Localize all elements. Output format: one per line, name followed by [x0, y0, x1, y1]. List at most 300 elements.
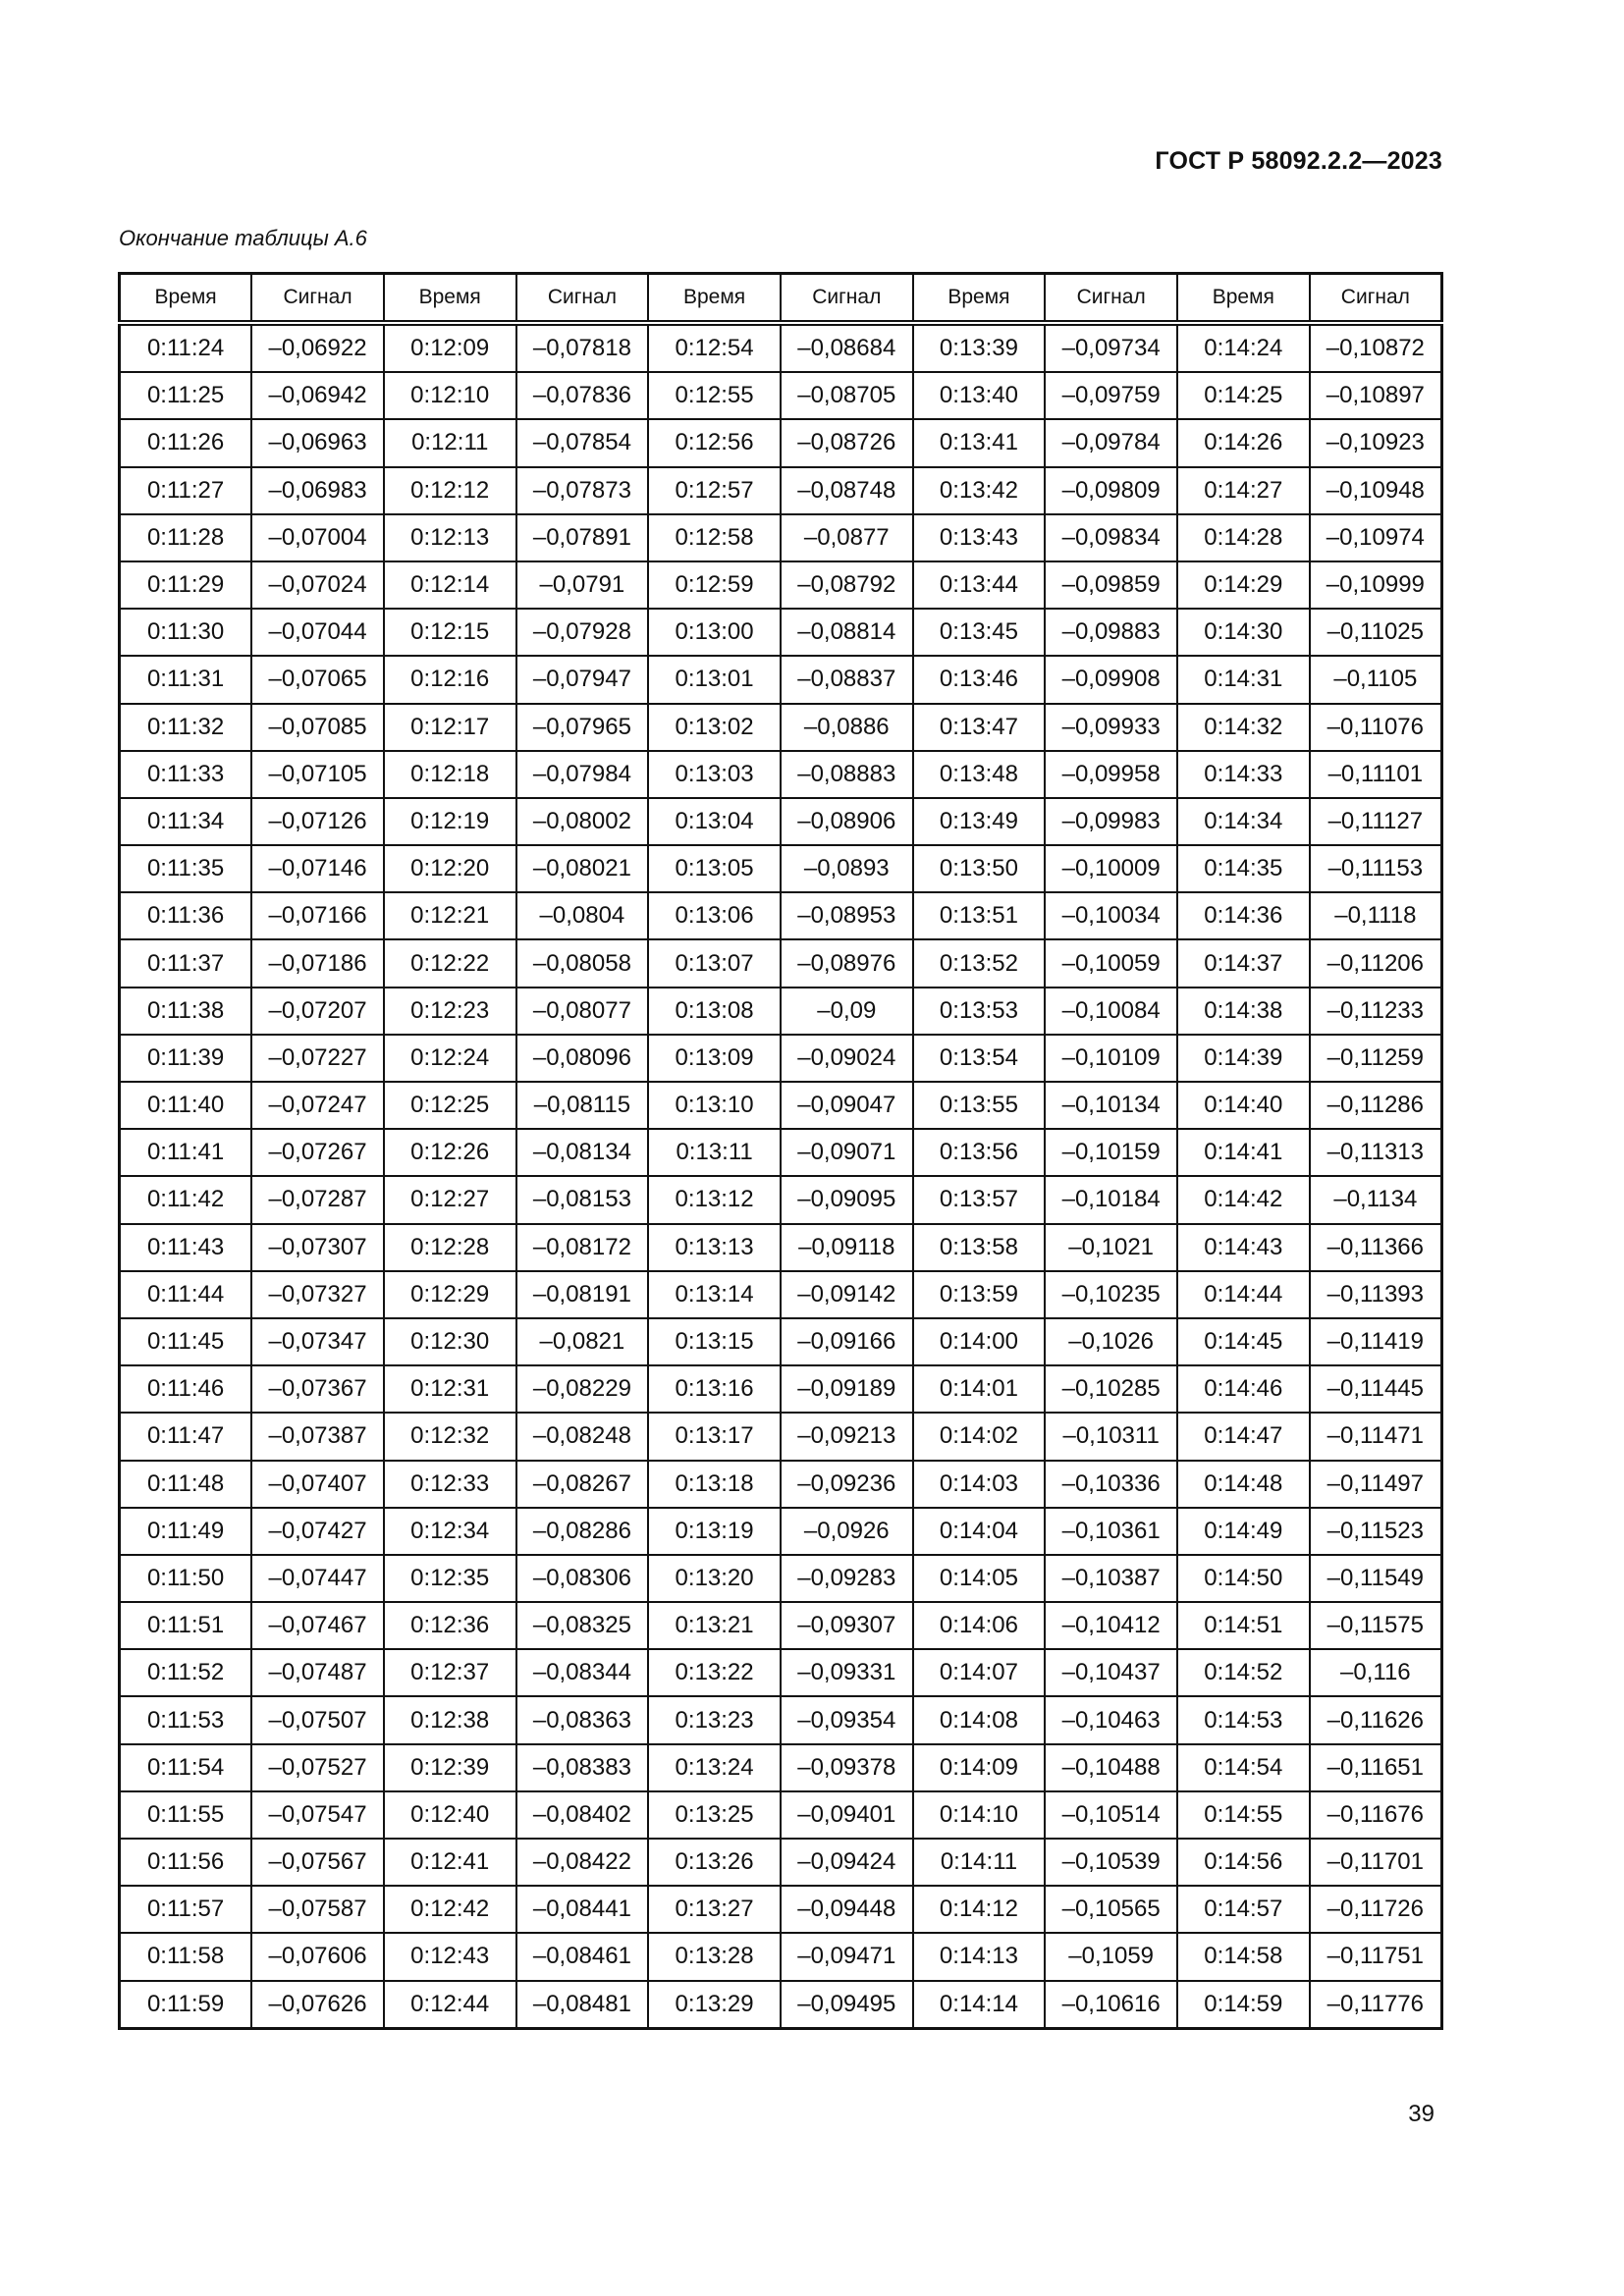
time-cell: 0:11:49 [120, 1508, 252, 1555]
column-header-time: Время [120, 274, 252, 324]
signal-cell: –0,10437 [1045, 1649, 1177, 1696]
signal-cell: –0,10361 [1045, 1508, 1177, 1555]
time-cell: 0:14:58 [1177, 1933, 1310, 1980]
signal-cell: –0,08837 [781, 656, 913, 703]
table-row [120, 1224, 1442, 1271]
signal-cell: –0,07836 [516, 372, 649, 419]
signal-cell: –0,1134 [1310, 1176, 1442, 1223]
signal-cell: –0,07307 [251, 1224, 384, 1271]
time-cell: 0:13:17 [648, 1413, 781, 1460]
time-cell: 0:13:16 [648, 1365, 781, 1413]
signal-cell: –0,06963 [251, 419, 384, 466]
time-cell: 0:12:55 [648, 372, 781, 419]
signal-cell: –0,10923 [1310, 419, 1442, 466]
time-cell: 0:14:36 [1177, 892, 1310, 939]
time-cell: 0:11:42 [120, 1176, 252, 1223]
time-cell: 0:14:38 [1177, 988, 1310, 1035]
signal-cell: –0,08441 [516, 1886, 649, 1933]
signal-cell: –0,10311 [1045, 1413, 1177, 1460]
time-cell: 0:13:05 [648, 845, 781, 892]
signal-cell: –0,10034 [1045, 892, 1177, 939]
time-cell: 0:13:28 [648, 1933, 781, 1980]
time-cell: 0:12:21 [384, 892, 516, 939]
time-cell: 0:13:44 [913, 561, 1046, 609]
time-cell: 0:13:49 [913, 798, 1046, 845]
signal-cell: –0,08976 [781, 939, 913, 987]
table-row [120, 609, 1442, 656]
signal-cell: –0,07105 [251, 751, 384, 798]
signal-cell: –0,07327 [251, 1271, 384, 1318]
time-cell: 0:11:44 [120, 1271, 252, 1318]
signal-cell: –0,08422 [516, 1839, 649, 1886]
signal-cell: –0,08248 [516, 1413, 649, 1460]
time-cell: 0:13:03 [648, 751, 781, 798]
time-cell: 0:13:09 [648, 1035, 781, 1082]
signal-cell: –0,09047 [781, 1082, 913, 1129]
signal-cell: –0,09859 [1045, 561, 1177, 609]
time-cell: 0:13:42 [913, 467, 1046, 514]
table-header-row [120, 274, 1442, 324]
signal-cell: –0,07347 [251, 1318, 384, 1365]
signal-cell: –0,10009 [1045, 845, 1177, 892]
signal-cell: –0,10488 [1045, 1744, 1177, 1791]
signal-cell: –0,07467 [251, 1602, 384, 1649]
signal-cell: –0,11726 [1310, 1886, 1442, 1933]
signal-cell: –0,06983 [251, 467, 384, 514]
signal-cell: –0,07587 [251, 1886, 384, 1933]
time-cell: 0:14:06 [913, 1602, 1046, 1649]
signal-cell: –0,116 [1310, 1649, 1442, 1696]
time-cell: 0:14:44 [1177, 1271, 1310, 1318]
time-cell: 0:12:42 [384, 1886, 516, 1933]
signal-cell: –0,10948 [1310, 467, 1442, 514]
time-cell: 0:14:39 [1177, 1035, 1310, 1082]
time-cell: 0:12:37 [384, 1649, 516, 1696]
signal-cell: –0,08748 [781, 467, 913, 514]
time-cell: 0:14:09 [913, 1744, 1046, 1791]
time-cell: 0:11:37 [120, 939, 252, 987]
signal-cell: –0,10336 [1045, 1461, 1177, 1508]
time-cell: 0:14:53 [1177, 1696, 1310, 1743]
time-cell: 0:14:47 [1177, 1413, 1310, 1460]
time-cell: 0:14:56 [1177, 1839, 1310, 1886]
signal-cell: –0,08153 [516, 1176, 649, 1223]
time-cell: 0:13:29 [648, 1981, 781, 2029]
table-row [120, 561, 1442, 609]
time-cell: 0:13:21 [648, 1602, 781, 1649]
time-cell: 0:13:59 [913, 1271, 1046, 1318]
signal-cell: –0,09378 [781, 1744, 913, 1791]
table-row [120, 1886, 1442, 1933]
signal-cell: –0,08325 [516, 1602, 649, 1649]
time-cell: 0:13:00 [648, 609, 781, 656]
signal-cell: –0,07928 [516, 609, 649, 656]
signal-cell: –0,08002 [516, 798, 649, 845]
time-cell: 0:13:56 [913, 1129, 1046, 1176]
time-cell: 0:11:29 [120, 561, 252, 609]
signal-cell: –0,08134 [516, 1129, 649, 1176]
time-cell: 0:11:51 [120, 1602, 252, 1649]
time-cell: 0:14:04 [913, 1508, 1046, 1555]
time-cell: 0:14:07 [913, 1649, 1046, 1696]
signal-cell: –0,07126 [251, 798, 384, 845]
time-cell: 0:13:01 [648, 656, 781, 703]
table-row [120, 1839, 1442, 1886]
signal-cell: –0,09495 [781, 1981, 913, 2029]
time-cell: 0:12:32 [384, 1413, 516, 1460]
document-code: ГОСТ Р 58092.2.2—2023 [1155, 147, 1442, 175]
column-header-signal: Сигнал [251, 274, 384, 324]
signal-cell: –0,07024 [251, 561, 384, 609]
time-cell: 0:11:50 [120, 1555, 252, 1602]
time-cell: 0:12:29 [384, 1271, 516, 1318]
signal-cell: –0,08953 [781, 892, 913, 939]
time-cell: 0:12:13 [384, 514, 516, 561]
signal-cell: –0,07166 [251, 892, 384, 939]
signal-cell: –0,11575 [1310, 1602, 1442, 1649]
time-cell: 0:12:12 [384, 467, 516, 514]
table-row [120, 988, 1442, 1035]
signal-cell: –0,07606 [251, 1933, 384, 1980]
signal-cell: –0,08814 [781, 609, 913, 656]
signal-cell: –0,10109 [1045, 1035, 1177, 1082]
time-cell: 0:14:48 [1177, 1461, 1310, 1508]
signal-cell: –0,1021 [1045, 1224, 1177, 1271]
signal-cell: –0,11549 [1310, 1555, 1442, 1602]
time-cell: 0:11:25 [120, 372, 252, 419]
time-cell: 0:14:30 [1177, 609, 1310, 656]
signal-cell: –0,07004 [251, 514, 384, 561]
time-cell: 0:14:57 [1177, 1886, 1310, 1933]
time-cell: 0:12:17 [384, 704, 516, 751]
time-cell: 0:11:56 [120, 1839, 252, 1886]
table-row [120, 514, 1442, 561]
signal-cell: –0,11127 [1310, 798, 1442, 845]
signal-cell: –0,09424 [781, 1839, 913, 1886]
table-row [120, 798, 1442, 845]
signal-cell: –0,07818 [516, 323, 649, 372]
time-cell: 0:13:58 [913, 1224, 1046, 1271]
signal-cell: –0,09189 [781, 1365, 913, 1413]
time-cell: 0:11:53 [120, 1696, 252, 1743]
time-cell: 0:12:58 [648, 514, 781, 561]
signal-cell: –0,09809 [1045, 467, 1177, 514]
time-cell: 0:14:11 [913, 1839, 1046, 1886]
signal-cell: –0,10463 [1045, 1696, 1177, 1743]
table-row [120, 1602, 1442, 1649]
signal-cell: –0,11366 [1310, 1224, 1442, 1271]
time-cell: 0:14:59 [1177, 1981, 1310, 2029]
table-row [120, 704, 1442, 751]
time-cell: 0:14:46 [1177, 1365, 1310, 1413]
signal-cell: –0,10059 [1045, 939, 1177, 987]
column-header-signal: Сигнал [1045, 274, 1177, 324]
signal-cell: –0,09331 [781, 1649, 913, 1696]
time-cell: 0:11:28 [120, 514, 252, 561]
time-cell: 0:11:38 [120, 988, 252, 1035]
signal-cell: –0,07287 [251, 1176, 384, 1223]
signal-table [118, 272, 1443, 2030]
time-cell: 0:12:26 [384, 1129, 516, 1176]
time-cell: 0:13:11 [648, 1129, 781, 1176]
signal-cell: –0,08792 [781, 561, 913, 609]
column-header-signal: Сигнал [516, 274, 649, 324]
time-cell: 0:11:46 [120, 1365, 252, 1413]
signal-cell: –0,07387 [251, 1413, 384, 1460]
time-cell: 0:14:54 [1177, 1744, 1310, 1791]
signal-cell: –0,08726 [781, 419, 913, 466]
table-row [120, 1933, 1442, 1980]
time-cell: 0:14:40 [1177, 1082, 1310, 1129]
signal-cell: –0,07965 [516, 704, 649, 751]
time-cell: 0:13:10 [648, 1082, 781, 1129]
time-cell: 0:14:52 [1177, 1649, 1310, 1696]
signal-cell: –0,07487 [251, 1649, 384, 1696]
time-cell: 0:13:54 [913, 1035, 1046, 1082]
signal-cell: –0,08363 [516, 1696, 649, 1743]
time-cell: 0:13:27 [648, 1886, 781, 1933]
signal-cell: –0,10999 [1310, 561, 1442, 609]
signal-cell: –0,09759 [1045, 372, 1177, 419]
time-cell: 0:11:26 [120, 419, 252, 466]
signal-cell: –0,11101 [1310, 751, 1442, 798]
signal-cell: –0,08115 [516, 1082, 649, 1129]
time-cell: 0:12:19 [384, 798, 516, 845]
time-cell: 0:14:32 [1177, 704, 1310, 751]
table-row [120, 372, 1442, 419]
signal-cell: –0,09933 [1045, 704, 1177, 751]
time-cell: 0:12:18 [384, 751, 516, 798]
table-row [120, 1981, 1442, 2029]
signal-cell: –0,09142 [781, 1271, 913, 1318]
time-cell: 0:13:26 [648, 1839, 781, 1886]
signal-cell: –0,08906 [781, 798, 913, 845]
signal-cell: –0,06942 [251, 372, 384, 419]
time-cell: 0:13:55 [913, 1082, 1046, 1129]
signal-cell: –0,11393 [1310, 1271, 1442, 1318]
signal-cell: –0,07267 [251, 1129, 384, 1176]
signal-cell: –0,08705 [781, 372, 913, 419]
signal-cell: –0,09734 [1045, 323, 1177, 372]
time-cell: 0:13:39 [913, 323, 1046, 372]
time-cell: 0:13:15 [648, 1318, 781, 1365]
time-cell: 0:13:20 [648, 1555, 781, 1602]
table-row [120, 1318, 1442, 1365]
table-row [120, 419, 1442, 466]
signal-cell: –0,10184 [1045, 1176, 1177, 1223]
time-cell: 0:13:04 [648, 798, 781, 845]
time-cell: 0:14:12 [913, 1886, 1046, 1933]
signal-cell: –0,08684 [781, 323, 913, 372]
table-row [120, 1271, 1442, 1318]
table-row [120, 323, 1442, 372]
signal-cell: –0,08267 [516, 1461, 649, 1508]
signal-cell: –0,11025 [1310, 609, 1442, 656]
table-row [120, 1744, 1442, 1791]
table-row [120, 892, 1442, 939]
time-cell: 0:14:45 [1177, 1318, 1310, 1365]
time-cell: 0:14:29 [1177, 561, 1310, 609]
time-cell: 0:11:32 [120, 704, 252, 751]
signal-cell: –0,09958 [1045, 751, 1177, 798]
signal-cell: –0,08096 [516, 1035, 649, 1082]
signal-cell: –0,0926 [781, 1508, 913, 1555]
table-body [120, 323, 1442, 2028]
table-row [120, 656, 1442, 703]
signal-cell: –0,08461 [516, 1933, 649, 1980]
time-cell: 0:13:43 [913, 514, 1046, 561]
table-row [120, 939, 1442, 987]
time-cell: 0:11:43 [120, 1224, 252, 1271]
signal-cell: –0,09118 [781, 1224, 913, 1271]
signal-cell: –0,07891 [516, 514, 649, 561]
signal-cell: –0,09236 [781, 1461, 913, 1508]
time-cell: 0:14:31 [1177, 656, 1310, 703]
time-cell: 0:12:16 [384, 656, 516, 703]
signal-cell: –0,11676 [1310, 1791, 1442, 1839]
signal-cell: –0,07507 [251, 1696, 384, 1743]
signal-cell: –0,11259 [1310, 1035, 1442, 1082]
time-cell: 0:11:55 [120, 1791, 252, 1839]
signal-cell: –0,07854 [516, 419, 649, 466]
signal-cell: –0,07567 [251, 1839, 384, 1886]
time-cell: 0:14:03 [913, 1461, 1046, 1508]
signal-cell: –0,08172 [516, 1224, 649, 1271]
table-row [120, 1082, 1442, 1129]
signal-cell: –0,07044 [251, 609, 384, 656]
column-header-signal: Сигнал [781, 274, 913, 324]
time-cell: 0:13:08 [648, 988, 781, 1035]
time-cell: 0:14:00 [913, 1318, 1046, 1365]
time-cell: 0:12:09 [384, 323, 516, 372]
signal-cell: –0,07207 [251, 988, 384, 1035]
table-row [120, 1508, 1442, 1555]
signal-cell: –0,11153 [1310, 845, 1442, 892]
signal-cell: –0,09471 [781, 1933, 913, 1980]
time-cell: 0:11:40 [120, 1082, 252, 1129]
signal-cell: –0,08229 [516, 1365, 649, 1413]
signal-cell: –0,10514 [1045, 1791, 1177, 1839]
signal-cell: –0,0893 [781, 845, 913, 892]
signal-cell: –0,08021 [516, 845, 649, 892]
signal-cell: –0,06922 [251, 323, 384, 372]
time-cell: 0:11:48 [120, 1461, 252, 1508]
time-cell: 0:14:37 [1177, 939, 1310, 987]
time-cell: 0:13:57 [913, 1176, 1046, 1223]
time-cell: 0:13:14 [648, 1271, 781, 1318]
time-cell: 0:14:35 [1177, 845, 1310, 892]
table-row [120, 1129, 1442, 1176]
signal-cell: –0,0877 [781, 514, 913, 561]
time-cell: 0:11:33 [120, 751, 252, 798]
time-cell: 0:13:51 [913, 892, 1046, 939]
signal-cell: –0,1059 [1045, 1933, 1177, 1980]
signal-cell: –0,07427 [251, 1508, 384, 1555]
signal-cell: –0,11206 [1310, 939, 1442, 987]
signal-cell: –0,11471 [1310, 1413, 1442, 1460]
signal-cell: –0,10159 [1045, 1129, 1177, 1176]
time-cell: 0:11:30 [120, 609, 252, 656]
time-cell: 0:11:41 [120, 1129, 252, 1176]
signal-cell: –0,07447 [251, 1555, 384, 1602]
time-cell: 0:12:31 [384, 1365, 516, 1413]
signal-cell: –0,07947 [516, 656, 649, 703]
time-cell: 0:12:10 [384, 372, 516, 419]
time-cell: 0:12:25 [384, 1082, 516, 1129]
time-cell: 0:14:13 [913, 1933, 1046, 1980]
time-cell: 0:13:19 [648, 1508, 781, 1555]
signal-cell: –0,0886 [781, 704, 913, 751]
time-cell: 0:11:36 [120, 892, 252, 939]
time-cell: 0:12:24 [384, 1035, 516, 1082]
signal-cell: –0,10565 [1045, 1886, 1177, 1933]
time-cell: 0:11:39 [120, 1035, 252, 1082]
time-cell: 0:13:48 [913, 751, 1046, 798]
time-cell: 0:11:24 [120, 323, 252, 372]
table-row [120, 1696, 1442, 1743]
time-cell: 0:14:24 [1177, 323, 1310, 372]
time-cell: 0:13:24 [648, 1744, 781, 1791]
signal-cell: –0,08286 [516, 1508, 649, 1555]
signal-cell: –0,07085 [251, 704, 384, 751]
table-row [120, 1035, 1442, 1082]
signal-cell: –0,1026 [1045, 1318, 1177, 1365]
time-cell: 0:11:34 [120, 798, 252, 845]
signal-cell: –0,07407 [251, 1461, 384, 1508]
signal-cell: –0,07984 [516, 751, 649, 798]
signal-cell: –0,10285 [1045, 1365, 1177, 1413]
time-cell: 0:14:41 [1177, 1129, 1310, 1176]
table-row [120, 1461, 1442, 1508]
time-cell: 0:12:43 [384, 1933, 516, 1980]
signal-cell: –0,08344 [516, 1649, 649, 1696]
signal-cell: –0,09213 [781, 1413, 913, 1460]
signal-cell: –0,08306 [516, 1555, 649, 1602]
time-cell: 0:12:20 [384, 845, 516, 892]
time-cell: 0:12:41 [384, 1839, 516, 1886]
signal-cell: –0,07186 [251, 939, 384, 987]
signal-cell: –0,10134 [1045, 1082, 1177, 1129]
time-cell: 0:12:15 [384, 609, 516, 656]
signal-cell: –0,08481 [516, 1981, 649, 2029]
column-header-time: Время [384, 274, 516, 324]
signal-cell: –0,09908 [1045, 656, 1177, 703]
time-cell: 0:14:14 [913, 1981, 1046, 2029]
time-cell: 0:14:28 [1177, 514, 1310, 561]
time-cell: 0:13:22 [648, 1649, 781, 1696]
signal-cell: –0,10387 [1045, 1555, 1177, 1602]
time-cell: 0:14:43 [1177, 1224, 1310, 1271]
table-row [120, 1649, 1442, 1696]
time-cell: 0:14:02 [913, 1413, 1046, 1460]
table-row [120, 1413, 1442, 1460]
time-cell: 0:13:50 [913, 845, 1046, 892]
signal-cell: –0,10235 [1045, 1271, 1177, 1318]
time-cell: 0:14:08 [913, 1696, 1046, 1743]
signal-cell: –0,09883 [1045, 609, 1177, 656]
signal-cell: –0,10897 [1310, 372, 1442, 419]
time-cell: 0:13:47 [913, 704, 1046, 751]
time-cell: 0:14:33 [1177, 751, 1310, 798]
time-cell: 0:14:05 [913, 1555, 1046, 1602]
time-cell: 0:13:07 [648, 939, 781, 987]
time-cell: 0:11:31 [120, 656, 252, 703]
signal-cell: –0,08058 [516, 939, 649, 987]
time-cell: 0:14:55 [1177, 1791, 1310, 1839]
time-cell: 0:11:35 [120, 845, 252, 892]
time-cell: 0:13:06 [648, 892, 781, 939]
time-cell: 0:13:45 [913, 609, 1046, 656]
